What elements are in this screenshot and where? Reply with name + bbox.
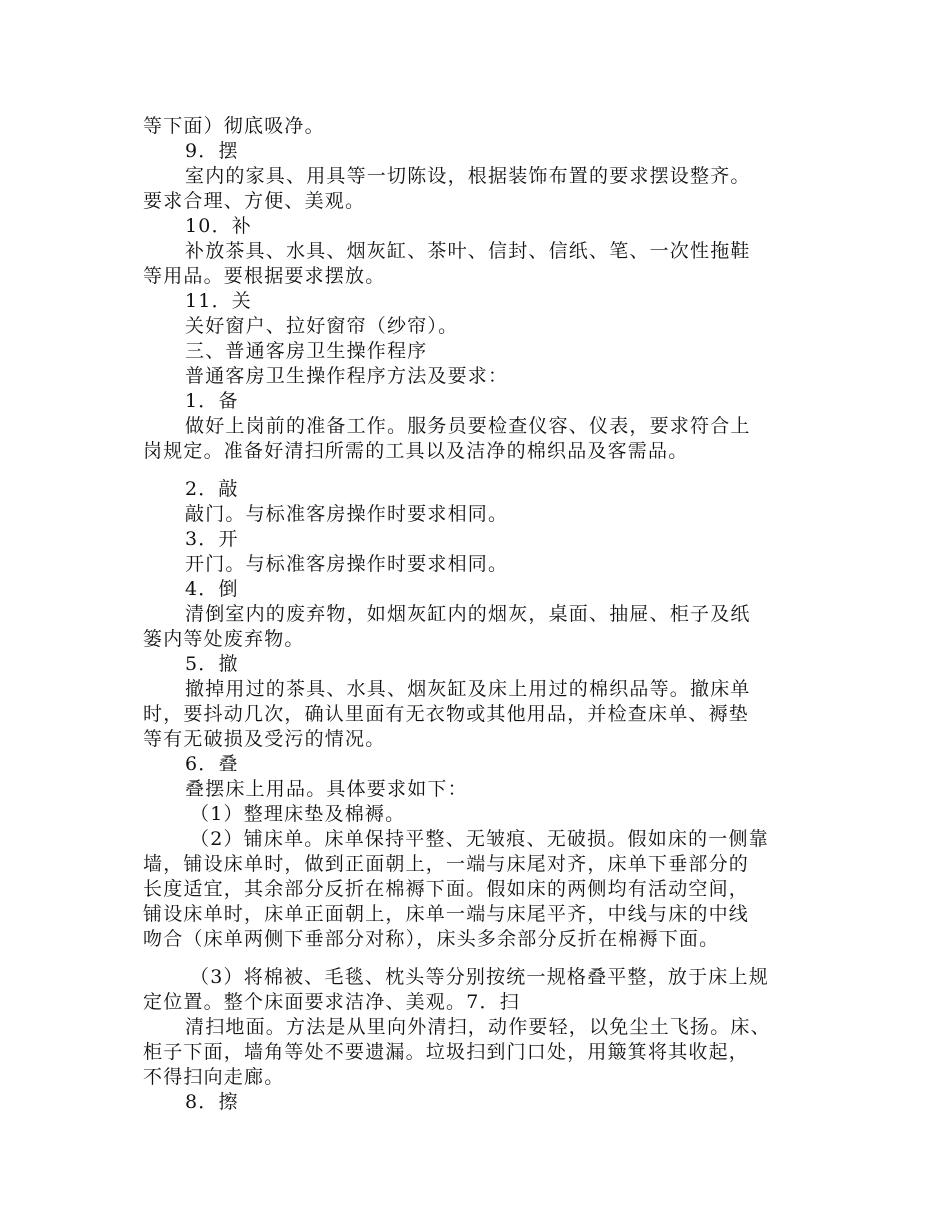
text-line: 长度适宜，其余部分反折在棉褥下面。假如床的两侧均有活动空间， xyxy=(143,878,750,900)
text-line: 做好上岗前的准备工作。服务员要检查仪容、仪表，要求符合上 xyxy=(185,415,751,437)
text-line: 墙，铺设床单时，做到正面朝上，一端与床尾对齐，床单下垂部分的 xyxy=(143,853,750,875)
text-line: 敲门。与标准客房操作时要求相同。 xyxy=(185,503,509,525)
text-line: 吻合（床单两侧下垂部分对称），床头多余部分反折在棉褥下面。 xyxy=(143,928,720,950)
list-item: （3）将棉被、毛毯、枕头等分别按统一规格叠平整，放于床上规 xyxy=(190,966,769,988)
text-line: 撤掉用过的茶具、水具、烟灰缸及床上用过的棉织品等。撤床单 xyxy=(185,678,751,700)
text-line: 等下面）彻底吸净。 xyxy=(143,115,325,137)
list-item: （2）铺床单。床单保持平整、无皱痕、无破损。假如床的一侧靠 xyxy=(190,828,769,850)
text-line: 时，要抖动几次，确认里面有无衣物或其他用品，并检查床单、褥垫 xyxy=(143,703,750,725)
text-line: 铺设床单时，床单正面朝上，床单一端与床尾平齐，中线与床的中线 xyxy=(143,903,750,925)
text-line: 普通客房卫生操作程序方法及要求： xyxy=(185,365,509,387)
text-line: 关好窗户、拉好窗帘（纱帘）。 xyxy=(185,315,459,337)
section-heading: 11．关 xyxy=(185,290,252,312)
section-heading: 3．开 xyxy=(185,528,239,550)
section-heading: 2．敲 xyxy=(185,478,239,500)
text-line: 清扫地面。方法是从里向外清扫，动作要轻，以免尘土飞扬。床、 xyxy=(185,1016,771,1038)
text-line: 篓内等处废弃物。 xyxy=(143,628,305,650)
text-line: 柜子下面，墙角等处不要遗漏。垃圾扫到门口处，用簸箕将其收起， xyxy=(143,1041,750,1063)
text-line: 不得扫向走廊。 xyxy=(143,1066,285,1088)
section-heading: 9．摆 xyxy=(185,140,239,162)
section-heading: 6．叠 xyxy=(185,753,239,775)
list-item: （1）整理床垫及棉褥。 xyxy=(190,803,406,825)
text-line: 叠摆床上用品。具体要求如下： xyxy=(185,778,468,800)
text-line: 室内的家具、用具等一切陈设，根据装饰布置的要求摆设整齐。 xyxy=(185,165,751,187)
text-line: 定位置。整个床面要求洁净、美观。7．扫 xyxy=(143,991,520,1013)
text-line: 要求合理、方便、美观。 xyxy=(143,190,366,212)
section-heading: 8．擦 xyxy=(185,1091,239,1113)
chapter-heading: 三、普通客房卫生操作程序 xyxy=(185,340,428,362)
text-line: 等用品。要根据要求摆放。 xyxy=(143,265,386,287)
text-line: 清倒室内的废弃物，如烟灰缸内的烟灰，桌面、抽屉、柜子及纸 xyxy=(185,603,751,625)
section-heading: 4．倒 xyxy=(185,578,239,600)
section-heading: 10．补 xyxy=(185,215,252,237)
text-line: 岗规定。准备好清扫所需的工具以及洁净的棉织品及客需品。 xyxy=(143,440,689,462)
text-line: 等有无破损及受污的情况。 xyxy=(143,728,386,750)
text-line: 补放茶具、水具、烟灰缸、茶叶、信封、信纸、笔、一次性拖鞋 xyxy=(185,240,751,262)
section-heading: 1．备 xyxy=(185,390,239,412)
text-line: 开门。与标准客房操作时要求相同。 xyxy=(185,553,509,575)
section-heading: 5．撤 xyxy=(185,653,239,675)
